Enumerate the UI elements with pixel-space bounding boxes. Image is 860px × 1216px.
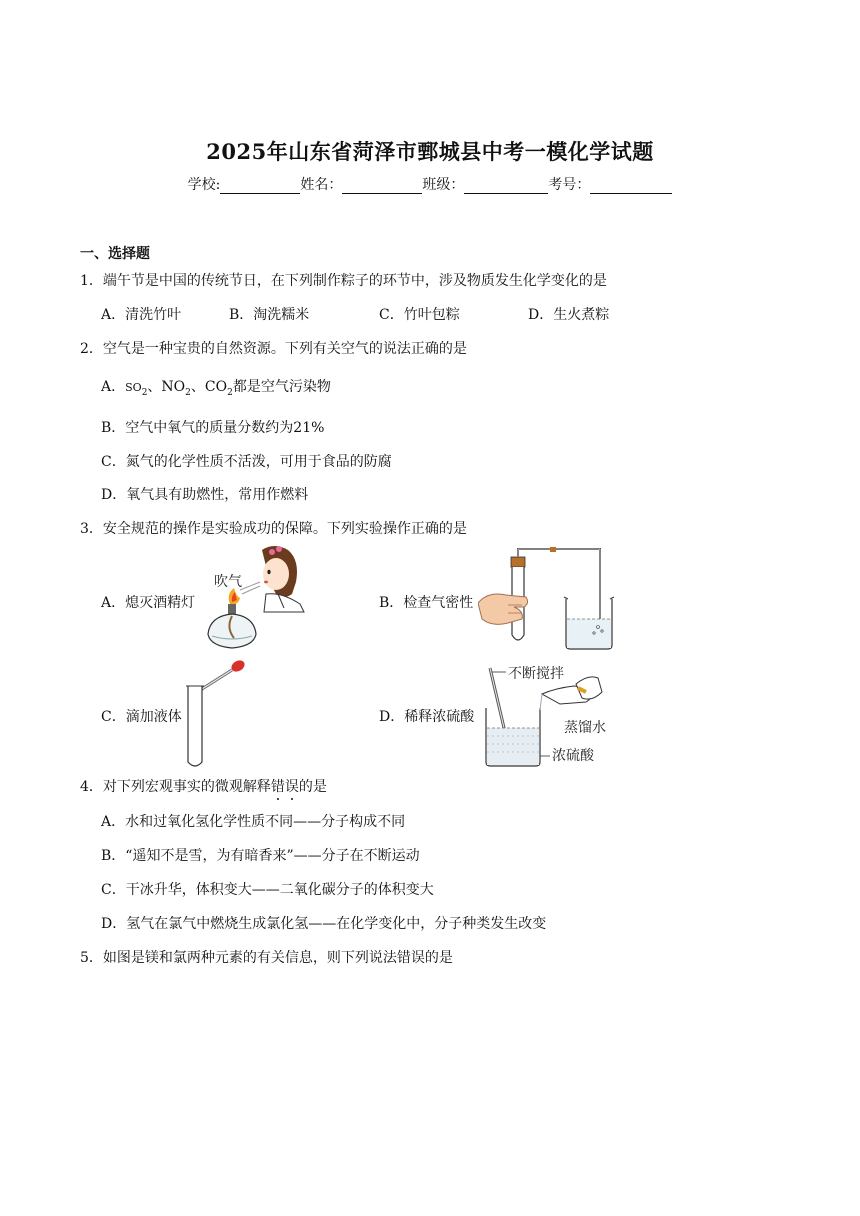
question-1-stem: 1．端午节是中国的传统节日，在下列制作粽子的环节中，涉及物质发生化学变化的是 [80, 273, 607, 289]
q2-a-prefix: A． [101, 379, 126, 395]
co2-formula: CO [204, 379, 228, 395]
co2-subscript: 2 [227, 387, 233, 398]
no2-subscript: 2 [185, 387, 191, 398]
dropper-illustration [180, 656, 252, 770]
q4-option-d: D．氢气在氯气中燃烧生成氯化氢——在化学变化中，分子种类发生改变 [101, 916, 547, 932]
so2-formula: SO [125, 381, 142, 394]
blow-out-lamp-illustration [196, 542, 312, 658]
q4-emph-2: 误 [284, 779, 299, 795]
q4-stem-a: 4．对下列宏观事实的微观解释 [80, 779, 271, 795]
dilution-illustration [482, 658, 622, 770]
stir-label: 不断搅拌 [508, 666, 564, 682]
q2-a-sep1: 、 [147, 379, 162, 395]
school-label: 学校: [187, 177, 221, 193]
question-4-stem [80, 776, 327, 796]
q4-option-b: B．“遥知不是雪，为有暗香来”——分子在不断运动 [101, 848, 420, 864]
q2-a-tail: 都是空气污染物 [232, 379, 331, 395]
q2-a-sep2: 、 [190, 379, 205, 395]
acid-label: 浓硫酸 [552, 748, 594, 764]
school-blank[interactable] [220, 179, 300, 194]
blow-label: 吹气 [214, 574, 242, 590]
section-title: 一、选择题 [80, 246, 150, 262]
q4-option-a: A．水和过氧化氢化学性质不同——分子构成不同 [101, 814, 406, 830]
q1-option-a: A．清洗竹叶 [101, 307, 182, 323]
q1-option-b: B．淘洗糯米 [229, 307, 310, 323]
q1-option-d: D．生火煮粽 [528, 307, 610, 323]
q2-option-c: C．氮气的化学性质不活泼，可用于食品的防腐 [101, 454, 392, 470]
q3-option-a: A．熄灭酒精灯 [101, 595, 196, 611]
question-5-stem: 5．如图是镁和氯两种元素的有关信息，则下列说法错误的是 [80, 950, 453, 966]
q2-option-b: B．空气中氧气的质量分数约为21% [101, 420, 325, 436]
q1-option-c: C．竹叶包粽 [379, 307, 460, 323]
name-label: 姓名： [300, 177, 343, 193]
air-tightness-illustration [478, 547, 618, 659]
q3-option-c: C．滴加液体 [101, 709, 182, 725]
q3-option-b: B．检查气密性 [379, 595, 474, 611]
q4-emph-1: 错 [270, 779, 285, 795]
water-label: 蒸馏水 [564, 720, 606, 736]
exam-no-blank[interactable] [590, 179, 672, 194]
exam-title: 2025年山东省菏泽市鄄城县中考一模化学试题 [206, 139, 654, 164]
q4-stem-b: 的是 [298, 779, 327, 795]
so2-subscript: 2 [141, 387, 148, 398]
student-info-line [0, 174, 860, 194]
name-blank[interactable] [342, 179, 422, 194]
question-2-stem: 2．空气是一种宝贵的自然资源。下列有关空气的说法正确的是 [80, 341, 467, 357]
q2-option-d: D．氧气具有助燃性，常用作燃料 [101, 487, 309, 503]
q2-option-a [101, 376, 331, 398]
question-3-stem: 3．安全规范的操作是实验成功的保障。下列实验操作正确的是 [80, 521, 467, 537]
class-blank[interactable] [464, 179, 548, 194]
class-label: 班级： [422, 177, 465, 193]
exam-no-label: 考号： [548, 177, 591, 193]
q4-option-c: C．干冰升华，体积变大——二氧化碳分子的体积变大 [101, 882, 434, 898]
q3-option-d: D．稀释浓硫酸 [379, 709, 475, 725]
no2-formula: NO [161, 379, 186, 395]
